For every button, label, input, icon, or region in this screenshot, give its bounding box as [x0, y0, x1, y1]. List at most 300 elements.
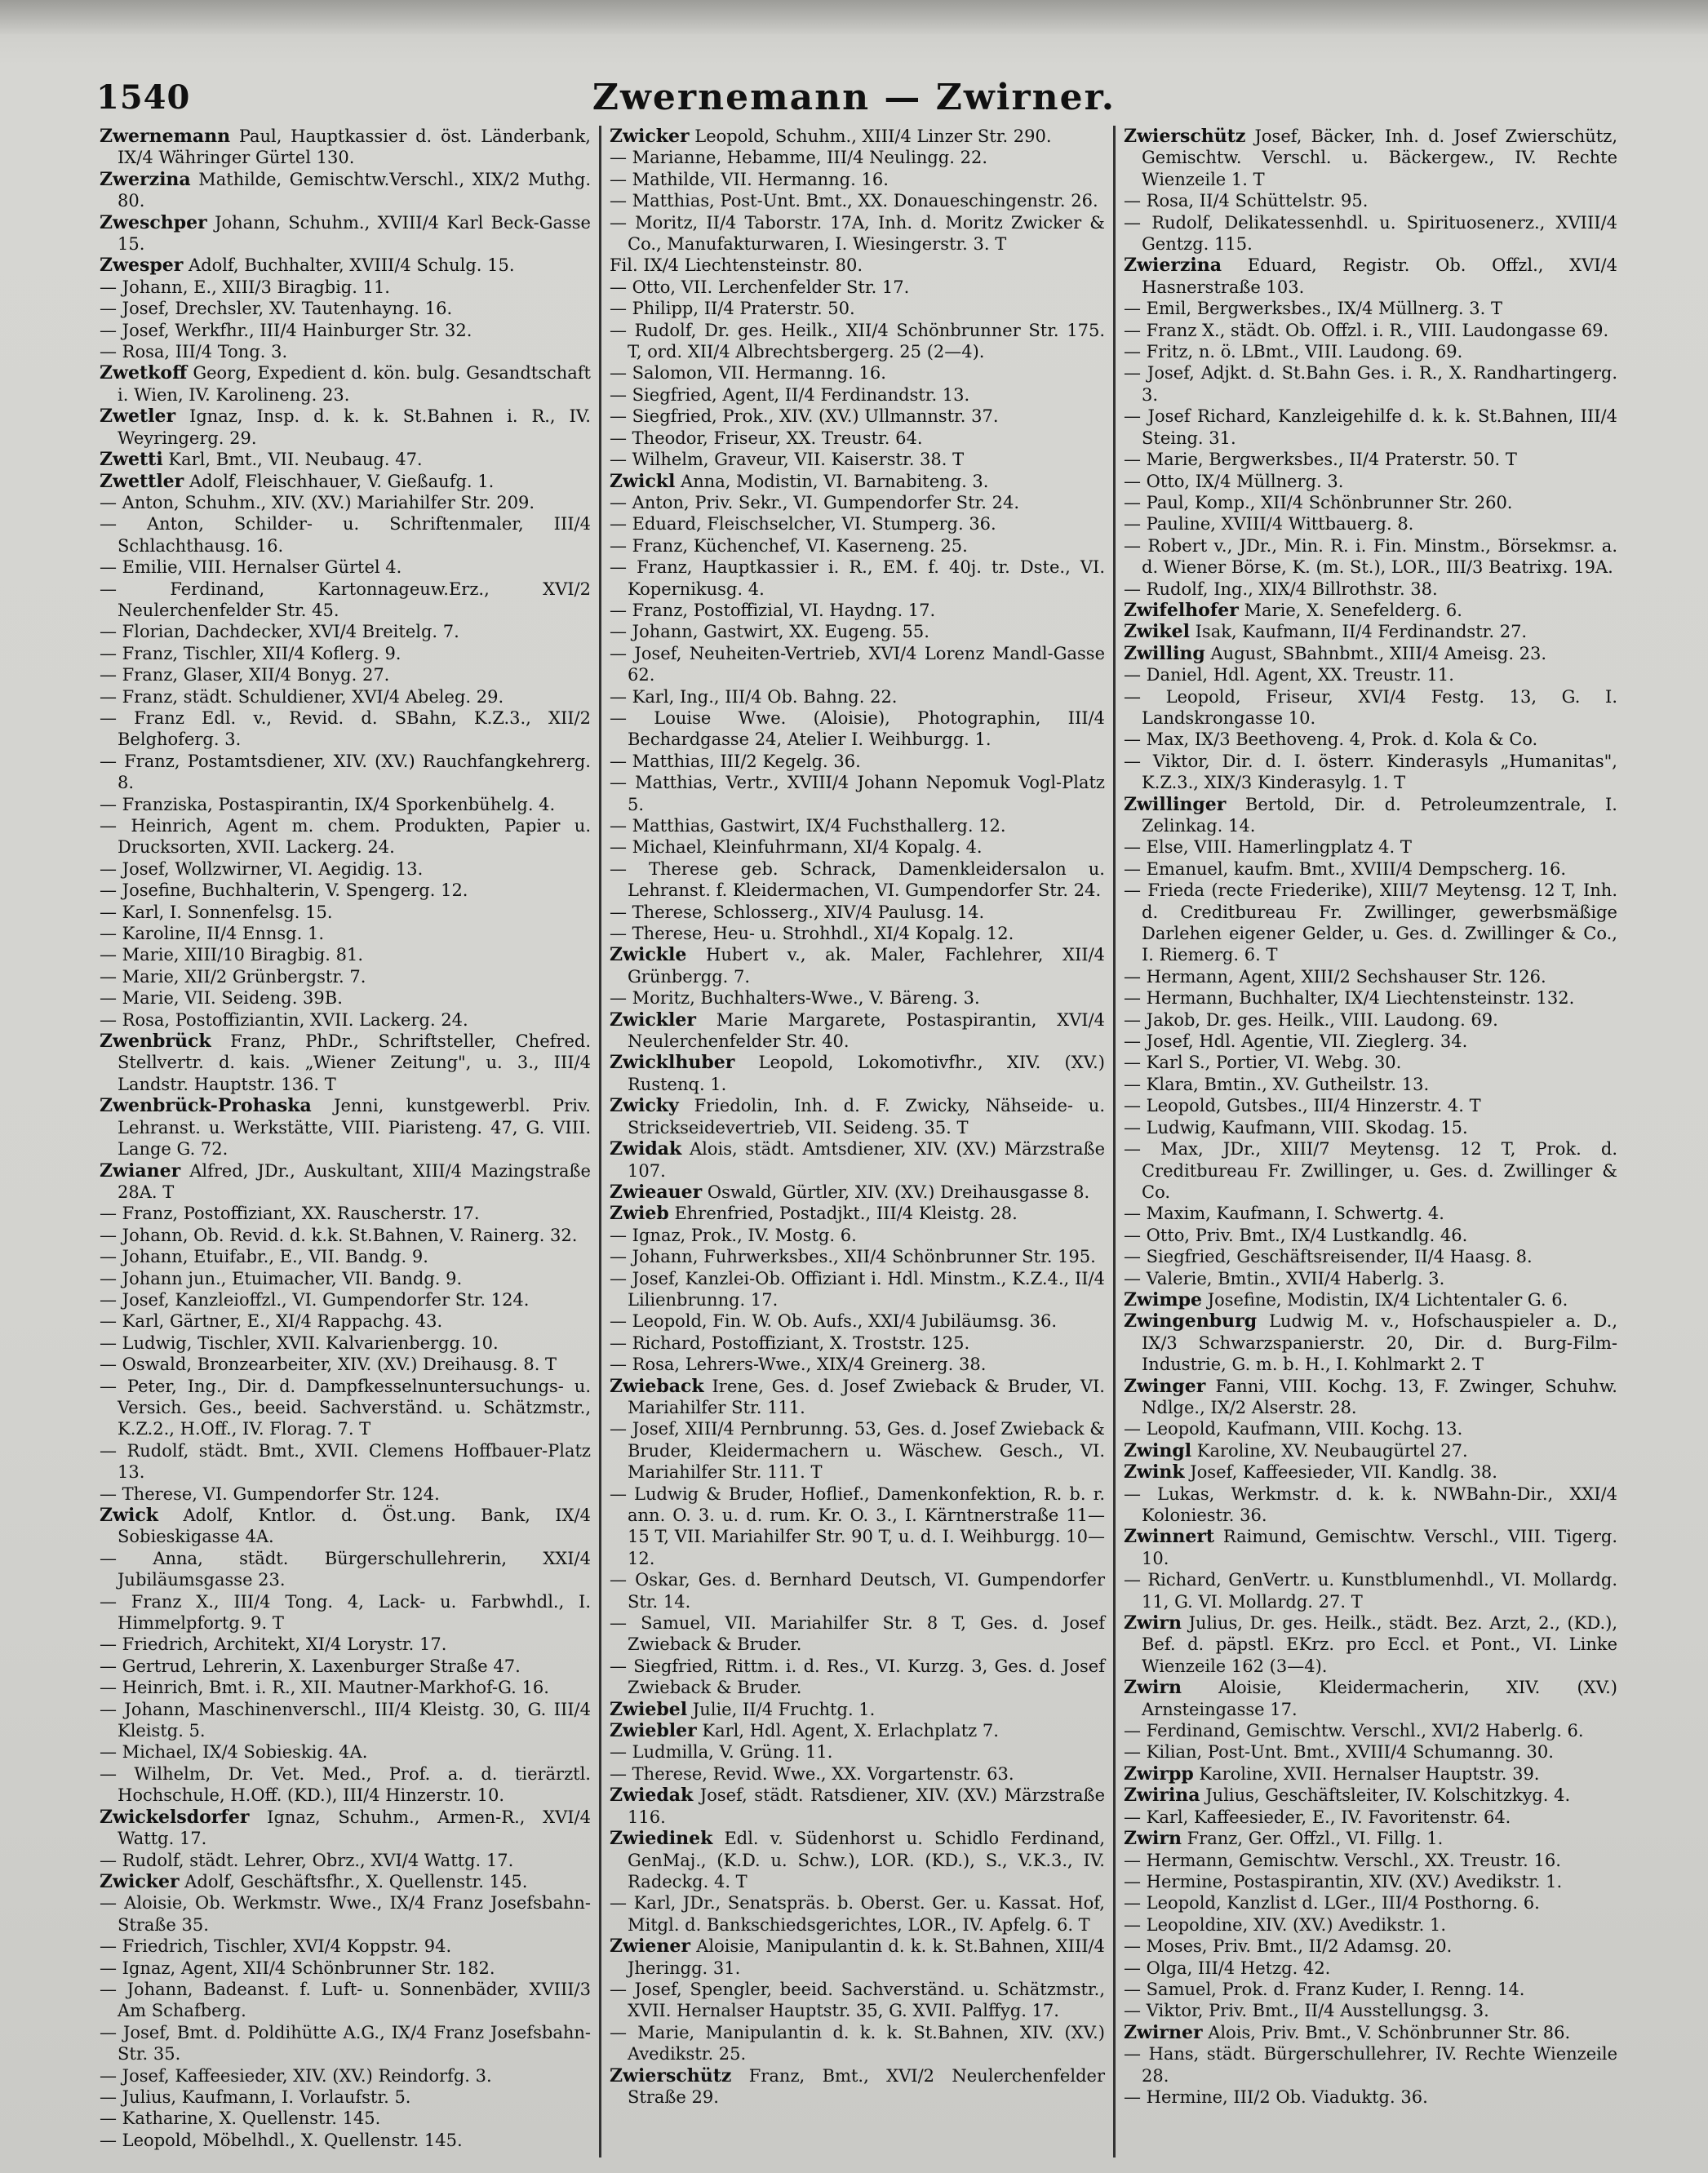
directory-entry — [1124, 535, 1617, 579]
directory-entry — [610, 384, 1105, 406]
directory-entry — [100, 1850, 591, 1871]
entry-text: — Pauline, XVIII/4 Wittbauerg. 8. — [1124, 514, 1414, 534]
entry-surname: Zwirina — [1124, 1785, 1200, 1807]
directory-entry — [610, 600, 1105, 621]
directory-entry — [100, 643, 591, 664]
entry-text: — Emilie, VIII. Hernalser Gürtel 4. — [100, 557, 402, 578]
directory-entry — [1124, 471, 1617, 492]
directory-entry — [1124, 1138, 1617, 1203]
directory-entry — [1124, 1074, 1617, 1095]
directory-entry — [610, 1246, 1105, 1267]
entry-text: — Johann, Badeanst. f. Luft- u. Sonnenbäder, XVIII/3 Am Schafberg. — [100, 1979, 591, 2021]
entry-text: — Josef, Neuheiten-Vertrieb, XVI/4 Lorenz Mandl-Gasse 62. — [610, 643, 1105, 685]
directory-entry — [1124, 255, 1617, 298]
entry-text: — Leopoldine, XIV. (XV.) Avedikstr. 1. — [1124, 1914, 1447, 1935]
entry-text: — Karl S., Portier, VI. Webg. 30. — [1124, 1053, 1402, 1073]
entry-text: — Fritz, n. ö. LBmt., VIII. Laudong. 69. — [1124, 342, 1463, 362]
entry-text: — Aloisie, Ob. Werkmstr. Wwe., IX/4 Franz Josefsbahn-Straße 35. — [100, 1893, 591, 1935]
entry-text: — Josef, Spengler, beeid. Sachverständ. u. Schätzmstr., XVII. Hernalser Hauptstr. 35, G. XVII. Palffyg. 17. — [610, 1979, 1105, 2021]
entry-surname: Zwink — [1124, 1461, 1185, 1483]
directory-entry — [100, 987, 591, 1009]
directory-entry — [100, 341, 591, 362]
directory-entry — [1124, 751, 1617, 794]
entry-text: — Franz X., städt. Ob. Offzl. i. R., VIII. Laudongasse 69. — [1124, 320, 1609, 340]
directory-entry — [1124, 190, 1617, 211]
directory-entry — [100, 513, 591, 557]
entry-surname: Zwirner — [1124, 2021, 1203, 2043]
directory-entry — [1124, 1246, 1617, 1267]
entry-text: — Klara, Bmtin., XV. Gutheilstr. 13. — [1124, 1074, 1430, 1094]
entry-text: — Rosa, III/4 Tong. 3. — [100, 342, 288, 362]
entry-text: — Josef, Wollzwirner, VI. Aegidig. 13. — [100, 858, 424, 879]
entry-surname: Zwiener — [610, 1936, 690, 1958]
directory-entry — [610, 751, 1105, 772]
directory-entry — [610, 858, 1105, 902]
entry-text: — Matthias, Post-Unt. Bmt., XX. Donaueschingenstr. 26. — [610, 191, 1098, 211]
entry-text: Irene, Ges. d. Josef Zwieback & Bruder, VI. Mariahilfer Str. 111. — [628, 1376, 1105, 1417]
directory-columns — [91, 126, 1626, 2157]
entry-text: Franz, Ger. Offzl., VI. Fillg. 1. — [1187, 1829, 1444, 1849]
directory-entry — [610, 1785, 1105, 1828]
entry-surname: Zwinnert — [1124, 1526, 1215, 1548]
directory-entry — [100, 664, 591, 685]
entry-text: — Siegfried, Geschäftsreisender, II/4 Haasg. 8. — [1124, 1247, 1533, 1267]
directory-entry — [610, 686, 1105, 707]
directory-entry — [610, 1203, 1105, 1224]
entry-text: — Josefine, Buchhalterin, V. Spengerg. 12. — [100, 880, 468, 901]
entry-text: Leopold, Lokomotivfhr., XIV. (XV.) Rustenq. 1. — [628, 1053, 1105, 1094]
directory-entry — [100, 2130, 591, 2151]
directory-entry — [1124, 966, 1617, 987]
directory-entry — [100, 557, 591, 578]
entry-surname: Zwenbrück-Prohaska — [100, 1095, 312, 1117]
column-2 — [601, 126, 1116, 2157]
entry-text: — Marianne, Hebamme, III/4 Neulingg. 22. — [610, 148, 988, 168]
entry-surname: Zwiedinek — [610, 1828, 713, 1850]
entry-text: — Hermine, III/2 Ob. Viaduktg. 36. — [1124, 2087, 1428, 2107]
entry-text: — Philipp, II/4 Praterstr. 50. — [610, 299, 855, 319]
directory-entry — [100, 880, 591, 901]
directory-entry — [100, 686, 591, 707]
directory-entry — [100, 362, 591, 406]
entry-text: — Marie, XIII/10 Biragbig. 81. — [100, 945, 364, 965]
directory-entry — [100, 902, 591, 923]
directory-entry — [100, 944, 591, 965]
entry-text: Georg, Expedient d. kön. bulg. Gesandtschaft i. Wien, IV. Karolineng. 23. — [118, 363, 591, 405]
directory-entry — [610, 1936, 1105, 1979]
directory-entry — [1124, 1268, 1617, 1289]
entry-text: — Hermann, Buchhalter, IX/4 Liechtensteinstr. 132. — [1124, 988, 1575, 1009]
directory-entry — [610, 987, 1105, 1009]
entry-text: Alois, Priv. Bmt., V. Schönbrunner Str. 86. — [1208, 2022, 1571, 2042]
entry-text: — Paul, Komp., XII/4 Schönbrunner Str. 260. — [1124, 492, 1513, 512]
entry-text: Ignaz, Insp. d. k. k. St.Bahnen i. R., IV. Weyringerg. 29. — [118, 406, 591, 448]
directory-entry — [1124, 836, 1617, 858]
entry-text: Josef, städt. Ratsdiener, XIV. (XV.) Märzstraße 116. — [628, 1785, 1105, 1827]
entry-text: — Siegfried, Rittm. i. d. Res., VI. Kurzg. 3, Ges. d. Josef Zwieback & Bruder. — [610, 1656, 1105, 1698]
directory-entry — [610, 535, 1105, 557]
directory-entry — [100, 1807, 591, 1850]
entry-text: — Julius, Kaufmann, I. Vorlaufstr. 5. — [100, 2087, 411, 2107]
entry-text: — Anton, Schilder- u. Schriftenmaler, III/4 Schlachthausg. 16. — [100, 514, 591, 556]
directory-entry — [1124, 1979, 1617, 2000]
entry-text: — Rosa, Postoffiziantin, XVII. Lackerg. 24. — [100, 1009, 468, 1030]
entry-surname: Zwingenburg — [1124, 1310, 1258, 1333]
entry-text: — Max, IX/3 Beethoveng. 4, Prok. d. Kola & Co. — [1124, 730, 1538, 750]
entry-text: Anna, Modistin, VI. Barnabiteng. 3. — [681, 471, 989, 491]
entry-text: August, SBahnbmt., XIII/4 Ameisg. 23. — [1210, 643, 1547, 663]
entry-surname: Zwicker — [610, 126, 690, 147]
entry-text: — Ferdinand, Kartonnageuw.Erz., XVI/2 Neulerchenfelder Str. 45. — [100, 579, 591, 620]
entry-text: — Josef Richard, Kanzleigehilfe d. k. k. St.Bahnen, III/4 Steing. 31. — [1124, 406, 1617, 448]
entry-text: — Siegfried, Prok., XIV. (XV.) Ullmannstr. 37. — [610, 406, 999, 427]
entry-text: — Anton, Schuhm., XIV. (XV.) Mariahilfer Str. 209. — [100, 492, 535, 512]
entry-text: Marie, X. Senefelderg. 6. — [1244, 600, 1462, 620]
entry-text: — Jakob, Dr. ges. Heilk., VIII. Laudong. 69. — [1124, 1009, 1498, 1030]
directory-entry — [610, 1828, 1105, 1892]
directory-entry — [100, 1031, 591, 1095]
entry-text: — Oskar, Ges. d. Bernhard Deutsch, VI. Gumpendorfer Str. 14. — [610, 1570, 1105, 1612]
entry-surname: Zwinger — [1124, 1375, 1206, 1397]
entry-text: — Josef, Hdl. Agentie, VII. Zieglerg. 34. — [1124, 1031, 1468, 1052]
entry-text: — Karl, Kaffeesieder, E., IV. Favoritenstr. 64. — [1124, 1807, 1511, 1827]
entry-text: Aloisie, Kleidermacherin, XIV. (XV.) Arnsteingasse 17. — [1142, 1678, 1617, 1719]
directory-entry — [100, 1483, 591, 1505]
entry-surname: Zwianer — [100, 1160, 181, 1182]
entry-text: Eduard, Registr. Ob. Offzl., XVI/4 Hasnerstraße 103. — [1142, 255, 1617, 297]
directory-entry — [1124, 1741, 1617, 1763]
directory-entry — [100, 492, 591, 513]
directory-entry — [1124, 729, 1617, 750]
entry-surname: Zwidak — [610, 1138, 682, 1160]
entry-surname: Zwiebler — [610, 1720, 697, 1742]
entry-surname: Zwirn — [1124, 1677, 1182, 1699]
entry-text: — Peter, Ing., Dir. d. Dampfkesselnuntersuchungs- u. Versich. Ges., beeid. Sachverständ. u. Schätzmstr., K.Z.2., H.Off., IV. Florag. 7. T — [100, 1376, 591, 1439]
entry-text: — Leopold, Möbelhdl., X. Quellenstr. 145. — [100, 2130, 463, 2150]
directory-entry — [610, 557, 1105, 600]
entry-text: Bertold, Dir. d. Petroleumzentrale, I. Zelinkag. 14. — [1142, 794, 1617, 836]
entry-text: — Johann, Fuhrwerksbes., XII/4 Schönbrunner Str. 195. — [610, 1247, 1096, 1267]
entry-text: — Friedrich, Architekt, XI/4 Lorystr. 17. — [100, 1634, 447, 1655]
entry-text: Josef, Bäcker, Inh. d. Josef Zwierschütz, Gemischtw. Verschl. u. Bäckergew., IV. Rechte Wienzeile 1. T — [1142, 126, 1617, 189]
entry-text: — Eduard, Fleischselcher, VI. Stumperg. 36. — [610, 514, 996, 534]
directory-entry — [610, 772, 1105, 815]
page-number: 1540 — [96, 78, 191, 117]
entry-text: Edl. v. Südenhorst u. Schidlo Ferdinand, GenMaj., (K.D. u. Schw.), LOR. (KD.), S., V.K.3., IV. Radeckg. 4. T — [628, 1829, 1105, 1891]
directory-entry — [610, 1741, 1105, 1763]
directory-entry — [100, 579, 591, 622]
directory-entry — [100, 1376, 591, 1440]
directory-entry — [610, 277, 1105, 298]
entry-text: Fil. IX/4 Liechtensteinstr. 80. — [610, 255, 863, 276]
entry-text: — Franz, Tischler, XII/4 Koflerg. 9. — [100, 643, 401, 663]
directory-entry — [100, 2022, 591, 2065]
directory-entry — [610, 1225, 1105, 1246]
directory-entry — [1124, 1914, 1617, 1936]
entry-text: — Franz, Postamtsdiener, XIV. (XV.) Rauchfangkehrerg. 8. — [100, 751, 591, 793]
directory-entry — [1124, 1958, 1617, 1979]
directory-entry — [1124, 1461, 1617, 1483]
entry-text: — Salomon, VII. Hermanng. 16. — [610, 363, 886, 384]
directory-entry — [1124, 406, 1617, 449]
entry-text: — Otto, IX/4 Müllnerg. 3. — [1124, 471, 1344, 491]
directory-entry — [610, 406, 1105, 427]
entry-text: — Rudolf, Dr. ges. Heilk., XII/4 Schönbrunner Str. 175. T, ord. XII/4 Albrechtsbergerg. 25 (2—4). — [610, 320, 1105, 362]
entry-surname: Zweschper — [100, 211, 207, 233]
directory-entry — [1124, 643, 1617, 664]
entry-surname: Zwick — [100, 1505, 158, 1526]
entry-text: — Matthias, Gastwirt, IX/4 Fuchsthallerg. 12. — [610, 816, 1006, 836]
entry-text: Isak, Kaufmann, II/4 Ferdinandstr. 27. — [1195, 622, 1528, 642]
entry-text: — Franz X., III/4 Tong. 4, Lack- u. Farbwhdl., I. Himmelpfortg. 9. T — [100, 1591, 591, 1634]
directory-entry — [1124, 341, 1617, 362]
entry-text: — Johann, Gastwirt, XX. Eugeng. 55. — [610, 622, 929, 642]
directory-entry — [100, 1009, 591, 1031]
entry-text: — Ludwig & Bruder, Hoflief., Damenkonfektion, R. b. r. ann. O. 3. u. d. rum. Kr. O. 3., I. Kärntnerstraße 11—15 T, VII. Mariahilfer Str. 90 T, u. d. I. Weihburgg. 10—12. — [610, 1483, 1105, 1568]
entry-text: Ignaz, Schuhm., Armen-R., XVI/4 Wattg. 17. — [118, 1807, 591, 1849]
entry-text: — Therese, Revid. Wwe., XX. Vorgartenstr. 63. — [610, 1763, 1014, 1784]
entry-text: — Ludmilla, V. Grüng. 11. — [610, 1742, 833, 1763]
directory-entry — [610, 428, 1105, 449]
directory-entry — [1124, 880, 1617, 966]
directory-entry — [1124, 1095, 1617, 1116]
entry-text: Leopold, Schuhm., XIII/4 Linzer Str. 290. — [694, 126, 1052, 146]
entry-text: Mathilde, Gemischtw.Verschl., XIX/2 Muthg. 80. — [118, 169, 591, 211]
entry-text: Paul, Hauptkassier d. öst. Länderbank, IX/4 Währinger Gürtel 130. — [118, 126, 591, 168]
entry-text: — Samuel, Prok. d. Franz Kuder, I. Renng. 14. — [1124, 1979, 1525, 1999]
entry-text: — Franz, Postoffizial, VI. Haydng. 17. — [610, 600, 936, 620]
directory-entry — [610, 2022, 1105, 2065]
directory-entry — [1124, 1850, 1617, 1871]
entry-text: — Wilhelm, Graveur, VII. Kaiserstr. 38. T — [610, 450, 965, 470]
entry-text: Raimund, Gemischtw. Verschl., VIII. Tigerg. 10. — [1142, 1527, 1617, 1568]
entry-surname: Zwickelsdorfer — [100, 1806, 250, 1828]
directory-entry — [100, 255, 591, 276]
entry-surname: Zwirpp — [1124, 1763, 1194, 1785]
directory-entry — [610, 815, 1105, 836]
entry-text: — Marie, VII. Seideng. 39B. — [100, 988, 343, 1009]
entry-surname: Zwesper — [100, 255, 184, 277]
directory-entry — [610, 1182, 1105, 1203]
entry-text: — Moritz, II/4 Taborstr. 17A, Inh. d. Moritz Zwicker & Co., Manufakturwaren, I. Wiesingerstr. 3. T — [610, 212, 1105, 255]
directory-entry — [100, 212, 591, 255]
directory-entry — [100, 923, 591, 944]
directory-entry — [100, 1246, 591, 1267]
entry-text: — Ferdinand, Gemischtw. Verschl., XVI/2 Haberlg. 6. — [1124, 1721, 1584, 1741]
entry-text: Adolf, Buchhalter, XVIII/4 Schulg. 15. — [189, 255, 515, 276]
directory-entry — [1124, 298, 1617, 319]
directory-entry — [610, 1720, 1105, 1741]
directory-entry — [100, 707, 591, 751]
directory-entry — [1124, 1763, 1617, 1785]
directory-entry — [610, 169, 1105, 190]
entry-surname: Zwernemann — [100, 126, 231, 147]
entry-text: — Louise Wwe. (Aloisie), Photographin, III/4 Bechardgasse 24, Atelier I. Weihburgg. 1. — [610, 707, 1105, 750]
directory-entry — [610, 362, 1105, 384]
directory-entry — [1124, 1569, 1617, 1612]
directory-entry — [1124, 513, 1617, 534]
directory-entry — [1124, 1677, 1617, 1720]
entry-text: — Heinrich, Agent m. chem. Produkten, Papier u. Drucksorten, XVII. Lackerg. 24. — [100, 816, 591, 858]
entry-text: Adolf, Geschäftsfhr., X. Quellenstr. 145. — [184, 1871, 528, 1891]
directory-entry — [1124, 1440, 1617, 1461]
entry-text: — Michael, Kleinfuhrmann, XI/4 Kopalg. 4. — [610, 837, 983, 858]
entry-text: Karoline, XVII. Hernalser Hauptstr. 39. — [1199, 1763, 1540, 1784]
directory-entry — [1124, 1892, 1617, 1914]
directory-entry — [1124, 686, 1617, 730]
directory-entry — [100, 1871, 591, 1892]
entry-text: — Leopold, Kanzlist d. LGer., III/4 Posthorng. 6. — [1124, 1893, 1540, 1914]
directory-entry — [1124, 449, 1617, 470]
directory-entry — [1124, 1807, 1617, 1828]
entry-text: — Valerie, Bmtin., XVII/4 Haberlg. 3. — [1124, 1268, 1445, 1288]
entry-surname: Zwikel — [1124, 621, 1190, 643]
entry-text: — Anton, Priv. Sekr., VI. Gumpendorfer Str. 24. — [610, 492, 1019, 512]
directory-entry — [100, 1333, 591, 1354]
directory-entry — [100, 126, 591, 169]
entry-text: — Leopold, Gutsbes., III/4 Hinzerstr. 4. T — [1124, 1096, 1481, 1116]
directory-entry — [1124, 126, 1617, 190]
entry-text: — Franz Edl. v., Revid. d. SBahn, K.Z.3., XII/2 Belghoferg. 3. — [100, 707, 591, 750]
directory-entry — [610, 471, 1105, 492]
entry-text: — Emil, Bergwerksbes., IX/4 Müllnerg. 3. T — [1124, 299, 1502, 319]
entry-text: — Josef, Werkfhr., III/4 Hainburger Str. 32. — [100, 320, 472, 340]
directory-entry — [1124, 320, 1617, 341]
entry-text: Johann, Schuhm., XVIII/4 Karl Beck-Gasse 15. — [118, 212, 591, 255]
directory-entry — [1124, 1483, 1617, 1527]
entry-text: — Otto, VII. Lerchenfelder Str. 17. — [610, 277, 910, 297]
directory-entry — [610, 1268, 1105, 1311]
entry-text: Franz, Bmt., XVI/2 Neulerchenfelder Straße 29. — [628, 2065, 1105, 2107]
entry-text: — Otto, Priv. Bmt., IX/4 Lustkandlg. 46. — [1124, 1225, 1468, 1245]
entry-text: — Josef, Bmt. d. Poldihütte A.G., IX/4 Franz Josefsbahn-Str. 35. — [100, 2022, 591, 2064]
entry-text: Karl, Hdl. Agent, X. Erlachplatz 7. — [702, 1721, 999, 1741]
directory-entry — [1124, 362, 1617, 406]
directory-entry — [100, 298, 591, 319]
entry-text: — Rudolf, Delikatessenhdl. u. Spirituosenerz., XVIII/4 Gentzg. 115. — [1124, 212, 1617, 255]
entry-text: — Kilian, Post-Unt. Bmt., XVIII/4 Schumanng. 30. — [1124, 1742, 1554, 1763]
entry-text: — Max, JDr., XIII/7 Meytensg. 12 T, Prok. d. Creditbureau Fr. Zwillinger, u. Ges. d. Zwillinger & Co. — [1124, 1139, 1617, 1202]
entry-text: — Marie, XII/2 Grünbergstr. 7. — [100, 966, 366, 987]
directory-entry — [1124, 1936, 1617, 1957]
entry-text: — Johann, E., XIII/3 Biragbig. 11. — [100, 277, 390, 297]
directory-entry — [1124, 1871, 1617, 1892]
directory-entry — [100, 1289, 591, 1310]
entry-text: — Therese, Heu- u. Strohhdl., XI/4 Kopalg. 12. — [610, 924, 1014, 944]
entry-text: — Marie, Manipulantin d. k. k. St.Bahnen, XIV. (XV.) Avedikstr. 25. — [610, 2022, 1105, 2064]
entry-surname: Zwieauer — [610, 1181, 703, 1203]
entry-text: — Samuel, VII. Mariahilfer Str. 8 T, Ges. d. Josef Zwieback & Bruder. — [610, 1613, 1105, 1655]
entry-surname: Zwiedak — [610, 1785, 694, 1807]
entry-text: — Richard, Postoffiziant, X. Troststr. 125. — [610, 1333, 970, 1353]
directory-entry — [610, 147, 1105, 168]
entry-text: — Katharine, X. Quellenstr. 145. — [100, 2109, 381, 2129]
directory-entry — [610, 1612, 1105, 1656]
entry-text: — Rosa, II/4 Schüttelstr. 95. — [1124, 191, 1369, 211]
directory-entry — [1124, 212, 1617, 255]
directory-entry — [100, 1505, 591, 1548]
directory-entry — [1124, 1225, 1617, 1246]
directory-entry — [610, 2065, 1105, 2109]
directory-entry — [100, 1591, 591, 1634]
directory-entry — [1124, 1052, 1617, 1073]
entry-text: — Josef, Kaffeesieder, XIV. (XV.) Reindorfg. 3. — [100, 2065, 492, 2086]
directory-entry — [100, 1699, 591, 1742]
entry-text: Julius, Dr. ges. Heilk., städt. Bez. Arzt, 2., (KD.), Bef. d. päpstl. EKrz. pro Eccl. et Pont., VI. Linke Wienzeile 162 (3—4). — [1142, 1613, 1617, 1676]
directory-entry — [1124, 2043, 1617, 2087]
directory-entry — [610, 1569, 1105, 1612]
entry-text: — Johann, Ob. Revid. d. k.k. St.Bahnen, V. Rainerg. 32. — [100, 1225, 578, 1245]
entry-text: — Hermine, Postaspirantin, XIV. (XV.) Avedikstr. 1. — [1124, 1871, 1563, 1891]
entry-text: — Rudolf, Ing., XIX/4 Billrothstr. 38. — [1124, 579, 1438, 599]
directory-entry — [610, 707, 1105, 751]
entry-text: — Therese, Schlosserg., XIV/4 Paulusg. 14. — [610, 902, 985, 922]
directory-entry — [1124, 987, 1617, 1009]
entry-text: Jenni, kunstgewerbl. Priv. Lehranst. u. Werkstätte, VIII. Piaristeng. 47, G. VIII. Lange G. 72. — [118, 1096, 591, 1160]
entry-text: — Ignaz, Agent, XII/4 Schönbrunner Str. 182. — [100, 1958, 495, 1978]
directory-entry — [100, 1095, 591, 1160]
directory-entry — [1124, 664, 1617, 685]
entry-text: — Maxim, Kaufmann, I. Schwertg. 4. — [1124, 1204, 1444, 1224]
entry-surname: Zwieback — [610, 1375, 704, 1397]
directory-entry — [1124, 1526, 1617, 1569]
entry-surname: Zwickler — [610, 1009, 696, 1031]
directory-entry — [610, 1699, 1105, 1720]
entry-text: — Josef, Kanzleioffzl., VI. Gumpendorfer Str. 124. — [100, 1289, 530, 1310]
directory-entry — [1124, 2000, 1617, 2021]
entry-surname: Zwetti — [100, 449, 163, 471]
directory-entry — [610, 1354, 1105, 1375]
entry-text: — Rudolf, städt. Bmt., XVII. Clemens Hoffbauer-Platz 13. — [100, 1440, 591, 1483]
entry-text: Fanni, VIII. Kochg. 13, F. Zwinger, Schuhw. Ndlge., IX/2 Alserstr. 28. — [1142, 1376, 1617, 1417]
entry-text: — Josef, Kanzlei-Ob. Offiziant i. Hdl. Minstm., K.Z.4., II/4 Lilienbrunng. 17. — [610, 1268, 1105, 1310]
running-head: Zwernemann — Zwirner. — [592, 77, 1116, 118]
directory-entry — [610, 320, 1105, 363]
directory-entry — [610, 298, 1105, 319]
entry-surname: Zwierschütz — [1124, 126, 1246, 147]
directory-entry — [100, 320, 591, 341]
entry-text: — Daniel, Hdl. Agent, XX. Treustr. 11. — [1124, 665, 1454, 685]
directory-entry — [610, 1483, 1105, 1570]
directory-entry — [100, 2065, 591, 2087]
directory-entry — [1124, 1117, 1617, 1138]
entry-surname: Zwiebel — [610, 1698, 688, 1720]
entry-text: — Robert v., JDr., Min. R. i. Fin. Minstm., Börsekmsr. a. d. Wiener Börse, K. (m. St.), LOR., III/3 Beatrixg. 19A. — [1124, 535, 1617, 578]
entry-surname: Zwillinger — [1124, 793, 1227, 815]
directory-entry — [100, 621, 591, 642]
directory-entry — [1124, 1310, 1617, 1375]
entry-surname: Zwingl — [1124, 1439, 1192, 1461]
directory-entry — [610, 836, 1105, 858]
entry-text: — Ignaz, Prok., IV. Mostg. 6. — [610, 1225, 857, 1245]
directory-entry — [100, 1440, 591, 1483]
entry-surname: Zwetkoff — [100, 362, 188, 384]
directory-entry — [100, 1225, 591, 1246]
entry-surname: Zwettler — [100, 470, 184, 492]
entry-text: Friedolin, Inh. d. F. Zwicky, Nähseide- u. Strickseidevertrieb, VII. Seideng. 35. T — [628, 1096, 1105, 1137]
entry-text: — Mathilde, VII. Hermanng. 16. — [610, 169, 889, 189]
entry-surname: Zwieb — [610, 1203, 669, 1225]
directory-entry — [1124, 1828, 1617, 1849]
entry-surname: Zwierschütz — [610, 2064, 732, 2087]
entry-text: — Matthias, Vertr., XVIII/4 Johann Nepomuk Vogl-Platz 5. — [610, 773, 1105, 814]
entry-text: — Ludwig, Kaufmann, VIII. Skodag. 15. — [1124, 1117, 1468, 1137]
entry-text: Oswald, Gürtler, XIV. (XV.) Dreihausgasse 8. — [707, 1182, 1090, 1202]
scan-edge — [0, 0, 1708, 34]
entry-text: — Frieda (recte Friederike), XIII/7 Meytensg. 12 T, Inh. d. Creditbureau Fr. Zwillinger, gewerbsmäßige Darlehen eigener Gelder, u. Ges. d. Zwillinger & Co., I. Riemerg. 6. T — [1124, 880, 1617, 965]
directory-entry — [1124, 1031, 1617, 1052]
directory-entry — [100, 471, 591, 492]
